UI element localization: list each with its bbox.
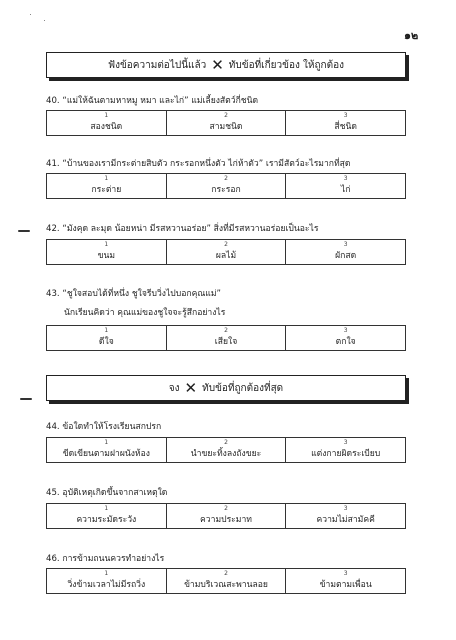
banner-text: ฟังข้อความต่อไปนี้แล้ว: [108, 59, 207, 71]
banner-text: ทับข้อที่เกี่ยวข้อง ให้ถูกต้อง: [228, 59, 344, 71]
question-number: 44.: [46, 422, 60, 432]
option-text: ขนม: [97, 251, 116, 261]
option-text: สองชนิด: [90, 122, 123, 132]
question-45: [46, 485, 167, 499]
option-number: 3: [343, 241, 348, 248]
options-row: [46, 503, 406, 529]
option-box[interactable]: [166, 111, 286, 135]
question-40: [46, 93, 258, 107]
option-number: 3: [343, 570, 348, 577]
options-row: [46, 239, 406, 265]
option-number: 2: [224, 505, 228, 512]
option-text: ดีใจ: [98, 337, 114, 347]
option-number: 2: [224, 570, 228, 577]
option-box[interactable]: [285, 326, 405, 350]
banner-text: ทับข้อที่ถูกต้องที่สุด: [202, 382, 284, 394]
option-number: 3: [343, 505, 348, 512]
margin-mark: [20, 398, 32, 400]
question-42: [46, 221, 318, 235]
option-box[interactable]: [47, 504, 166, 528]
question-43: [46, 286, 221, 300]
option-text: สี่ชนิด: [334, 122, 357, 132]
option-box[interactable]: [47, 326, 166, 350]
question-number: 42.: [46, 224, 60, 234]
option-text: ความไม่สามัคคี: [316, 515, 375, 525]
option-number: 1: [104, 241, 109, 248]
option-box[interactable]: [285, 438, 405, 462]
option-number: 1: [104, 439, 109, 446]
option-text: แต่งกายผิดระเบียบ: [311, 449, 381, 459]
question-text: “มังคุด ละมุด น้อยหน่า มีรสหวานอร่อย” สิ่งที่มีรสหวานอร่อยเป็นอะไร: [62, 224, 319, 234]
option-text: ตกใจ: [335, 337, 356, 347]
options-row: [46, 437, 406, 463]
section-banner: [46, 52, 406, 78]
option-box[interactable]: [285, 174, 405, 198]
option-box[interactable]: [47, 438, 166, 462]
option-number: 2: [224, 327, 228, 334]
option-box[interactable]: [285, 504, 405, 528]
question-number: 41.: [46, 159, 60, 169]
option-number: 1: [104, 112, 109, 119]
option-box[interactable]: [285, 111, 405, 135]
option-box[interactable]: [166, 504, 286, 528]
question-number: 43.: [46, 289, 60, 299]
option-number: 2: [224, 112, 228, 119]
option-number: 3: [343, 175, 348, 182]
question-subtext: นักเรียนคิดว่า คุณแม่ของชูใจจะรู้สึกอย่างไร: [64, 308, 226, 318]
option-text: ผลไม้: [215, 251, 237, 261]
option-box[interactable]: [47, 111, 166, 135]
options-row: [46, 173, 406, 199]
option-number: 3: [343, 439, 348, 446]
question-41: [46, 156, 351, 170]
option-box[interactable]: [166, 438, 286, 462]
banner-text: จง: [168, 382, 180, 394]
question-text: อุบัติเหตุเกิดขึ้นจากสาเหตุใด: [62, 488, 168, 498]
option-number: 1: [104, 175, 109, 182]
question-text: “แม่ให้ฉันตามหาหมู หมา และไก่” แม่เลี้ยงสัตว์กี่ชนิด: [62, 96, 259, 106]
option-box[interactable]: [166, 569, 286, 593]
question-text: “ชูใจสอบได้ที่หนึ่ง ชูใจรีบวิ่งไปบอกคุณแม่”: [62, 289, 221, 299]
x-mark-icon: ✕: [184, 379, 198, 397]
options-row: [46, 110, 406, 136]
question-46: [46, 551, 164, 565]
question-text: การข้ามถนนควรทำอย่างไร: [62, 554, 165, 564]
option-text: ความประมาท: [200, 515, 252, 525]
option-text: กระรอก: [211, 185, 241, 195]
option-box[interactable]: [166, 326, 286, 350]
option-box[interactable]: [47, 174, 166, 198]
option-number: 1: [104, 570, 109, 577]
question-text: ข้อใดทำให้โรงเรียนสกปรก: [62, 422, 162, 432]
option-text: ขีดเขียนตามฝาผนังห้อง: [62, 449, 150, 459]
option-text: เสียใจ: [214, 337, 238, 347]
option-number: 2: [224, 439, 228, 446]
option-text: สามชนิด: [209, 122, 243, 132]
option-box[interactable]: [166, 174, 286, 198]
scan-speck: [44, 20, 45, 21]
question-number: 45.: [46, 488, 60, 498]
option-number: 2: [224, 175, 228, 182]
option-box[interactable]: [285, 240, 405, 264]
option-number: 1: [104, 505, 109, 512]
option-number: 3: [343, 327, 348, 334]
option-text: ข้ามบริเวณสะพานลอย: [184, 580, 268, 590]
section-banner: [46, 375, 406, 401]
scan-speck: [30, 14, 31, 15]
page-number: ๑๒: [404, 29, 419, 42]
option-text: วิ่งข้ามเวลาไม่มีรถวิ่ง: [67, 580, 146, 590]
option-text: ผักสด: [335, 251, 357, 261]
option-box[interactable]: [47, 240, 166, 264]
option-box[interactable]: [166, 240, 286, 264]
option-number: 2: [224, 241, 228, 248]
question-number: 40.: [46, 96, 60, 106]
question-44: [46, 419, 161, 433]
margin-mark: [18, 230, 30, 232]
option-text: ไก่: [340, 185, 351, 195]
x-mark-icon: ✕: [211, 56, 224, 74]
option-number: 3: [343, 112, 348, 119]
question-text: “บ้านของเรามีกระต่ายสิบตัว กระรอกหนึ่งตัว ไก่ห้าตัว” เรามีสัตว์อะไรมากที่สุด: [62, 159, 351, 169]
option-text: นำขยะทิ้งลงถังขยะ: [190, 449, 262, 459]
option-text: ข้ามตามเพื่อน: [319, 580, 372, 590]
option-box[interactable]: [47, 569, 166, 593]
options-row: [46, 568, 406, 594]
option-box[interactable]: [285, 569, 405, 593]
option-text: กระต่าย: [91, 185, 122, 195]
option-number: 1: [104, 327, 109, 334]
options-row: [46, 325, 406, 351]
question-number: 46.: [46, 554, 60, 564]
option-text: ความระมัดระวัง: [76, 515, 137, 525]
